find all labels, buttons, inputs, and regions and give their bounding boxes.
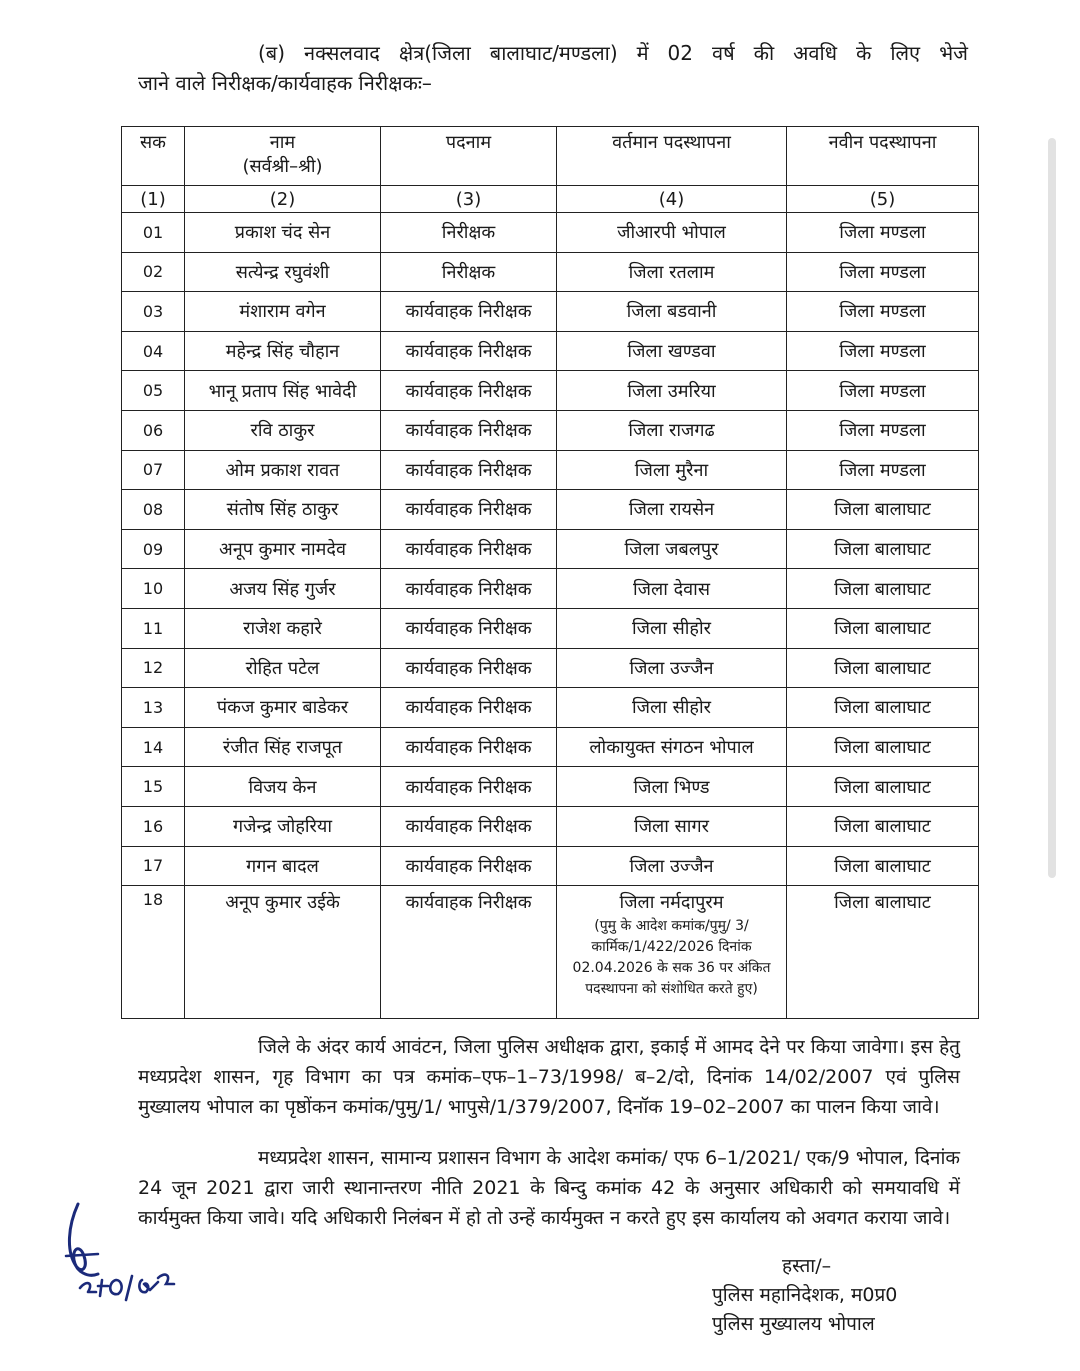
cell-name: भानू प्रताप सिंह भावेदी [185,371,381,411]
table-header-row [122,127,979,186]
header-designation: पदनाम [381,127,557,186]
cell-current-posting: जिला राजगढ [557,410,787,450]
handwritten-signature [58,1196,208,1306]
transfer-table [121,126,979,1019]
cell-designation: कार्यवाहक निरीक्षक [381,886,557,1019]
cell-new-posting: जिला बालाघाट [787,608,979,648]
cell-designation: कार्यवाहक निरीक्षक [381,569,557,609]
cell-current-posting: जिला जबलपुर [557,529,787,569]
cell-name: अजय सिंह गुर्जर [185,569,381,609]
table-row [122,608,979,648]
cell-sr: 02 [122,252,185,292]
table-row [122,213,979,253]
cell-current-posting: जिला देवास [557,569,787,609]
cell-name: पंकज कुमार बाडेकर [185,688,381,728]
cell-designation: कार्यवाहक निरीक्षक [381,490,557,530]
cell-new-posting: जिला मण्डला [787,292,979,332]
cell-new-posting: जिला मण्डला [787,252,979,292]
cell-designation: कार्यवाहक निरीक्षक [381,292,557,332]
table-row [122,410,979,450]
cell-new-posting: जिला बालाघाट [787,806,979,846]
cell-new-posting: जिला मण्डला [787,371,979,411]
cell-new-posting: जिला बालाघाट [787,767,979,807]
cell-designation: कार्यवाहक निरीक्षक [381,846,557,886]
cell-current-posting: जिला भिण्ड [557,767,787,807]
cell-new-posting: जिला बालाघाट [787,886,979,1019]
cell-current-posting: जिला उमरिया [557,371,787,411]
cell-current-posting [557,886,787,1019]
cell-sr: 15 [122,767,185,807]
cell-sr: 05 [122,371,185,411]
cell-designation: कार्यवाहक निरीक्षक [381,608,557,648]
cell-sr: 17 [122,846,185,886]
cell-designation: कार्यवाहक निरीक्षक [381,450,557,490]
paragraph-relieving-text: मध्यप्रदेश शासन, सामान्य प्रशासन विभाग के आदेश कमांक/ एफ 6–1/2021/ एक/9 भोपाल, दिनांक 24 जून 2021 द्वारा जारी स्थानान्तरण नीति 2021 के बिन्दु कमांक 42 के अनुसार अधिकारी को समयावधि में कार्यमुक्त किया जावे। यदि अधिकारी निलंबन में हो तो उन्हें कार्यमुक्त न करते हुए इस कार्यालय को अवगत कराया जावे। [138,1147,960,1229]
cell-name: अनूप कुमार नामदेव [185,529,381,569]
table-row [122,371,979,411]
cell-name: मंशाराम वगेन [185,292,381,332]
cell-designation: कार्यवाहक निरीक्षक [381,371,557,411]
cell-new-posting: जिला बालाघाट [787,490,979,530]
scrollbar-thumb[interactable] [1048,138,1056,878]
table-row [122,529,979,569]
current-posting-value: जिला नर्मदापुरम [619,892,724,914]
cell-designation: कार्यवाहक निरीक्षक [381,410,557,450]
cell-name: रंजीत सिंह राजपूत [185,727,381,767]
col-number: (3) [381,186,557,213]
cell-new-posting: जिला बालाघाट [787,688,979,728]
cell-name: प्रकाश चंद सेन [185,213,381,253]
cell-new-posting: जिला मण्डला [787,450,979,490]
cell-name: गगन बादल [185,846,381,886]
cell-new-posting: जिला बालाघाट [787,727,979,767]
cell-new-posting: जिला मण्डला [787,410,979,450]
cell-sr: 01 [122,213,185,253]
cell-designation: कार्यवाहक निरीक्षक [381,529,557,569]
cell-designation: निरीक्षक [381,252,557,292]
heading-line-1: (ब) नक्सलवाद क्षेत्र(जिला बालाघाट/मण्डला) में 02 वर्ष की अवधि के लिए भेजे [258,41,968,65]
table-row [122,688,979,728]
cell-name: रोहित पटेल [185,648,381,688]
cell-sr: 16 [122,806,185,846]
cell-name: गजेन्द्र जोहरिया [185,806,381,846]
cell-current-posting: जिला मुरैना [557,450,787,490]
cell-new-posting: जिला बालाघाट [787,648,979,688]
cell-current-posting: जिला रतलाम [557,252,787,292]
cell-name: रवि ठाकुर [185,410,381,450]
cell-designation: कार्यवाहक निरीक्षक [381,648,557,688]
cell-designation: कार्यवाहक निरीक्षक [381,727,557,767]
table-row [122,886,979,1019]
paragraph-allotment [138,1032,960,1122]
cell-current-posting: जीआरपी भोपाल [557,213,787,253]
table-row [122,252,979,292]
cell-sr: 06 [122,410,185,450]
cell-current-posting: जिला उज्जैन [557,846,787,886]
paragraph-relieving [138,1143,960,1233]
paragraph-allotment-text: जिले के अंदर कार्य आवंटन, जिला पुलिस अधीक्षक द्वारा, इकाई में आमद देने पर किया जावेगा। इस हेतु मध्यप्रदेश शासन, गृह विभाग का पत्र कमांक–एफ–1–73/1998/ ब–2/दो, दिनांक 14/02/2007 एवं पुलिस मुख्यालय भोपाल का पृष्ठोंकन कमांक/पुमु/1/ भापुसे/1/379/2007, दिनॉक 19–02–2007 का पालन किया जावे। [138,1036,960,1118]
cell-sr: 09 [122,529,185,569]
col-number: (2) [185,186,381,213]
cell-name: विजय केन [185,767,381,807]
cell-current-posting: जिला उज्जैन [557,648,787,688]
cell-designation: कार्यवाहक निरीक्षक [381,767,557,807]
cell-sr: 11 [122,608,185,648]
cell-current-posting: जिला बडवानी [557,292,787,332]
cell-name: अनूप कुमार उईके [185,886,381,1019]
header-name [185,127,381,186]
cell-sr: 18 [122,886,185,1019]
cell-current-posting: जिला खण्डवा [557,331,787,371]
cell-sr: 08 [122,490,185,530]
cell-name: राजेश कहारे [185,608,381,648]
column-number-row [122,186,979,213]
cell-sr: 10 [122,569,185,609]
table-row [122,490,979,530]
header-name-sub: (सर्वश्री–श्री) [242,156,323,177]
cell-sr: 12 [122,648,185,688]
cell-current-posting: जिला सागर [557,806,787,846]
cell-new-posting: जिला बालाघाट [787,529,979,569]
table-row [122,846,979,886]
cell-current-posting: जिला सीहोर [557,608,787,648]
order-heading [138,38,968,98]
heading-line-2: जाने वाले निरीक्षक/कार्यवाहक निरीक्षकः– [138,71,432,95]
table-row [122,648,979,688]
cell-designation: निरीक्षक [381,213,557,253]
signature-hasta: हस्ता/– [782,1255,832,1277]
table-row [122,767,979,807]
header-name-label: नाम [269,132,296,153]
cell-name: महेन्द्र सिंह चौहान [185,331,381,371]
cell-new-posting: जिला मण्डला [787,213,979,253]
cell-name: ओम प्रकाश रावत [185,450,381,490]
cell-designation: कार्यवाहक निरीक्षक [381,806,557,846]
table-row [122,331,979,371]
table-row [122,569,979,609]
cell-name: संतोष सिंह ठाकुर [185,490,381,530]
cell-sr: 07 [122,450,185,490]
signature-office: पुलिस मुख्यालय भोपाल [712,1313,875,1335]
signature-designation: पुलिस महानिदेशक, म0प्र0 [712,1284,898,1306]
cell-current-posting: जिला रायसेन [557,490,787,530]
cell-new-posting: जिला बालाघाट [787,846,979,886]
cell-new-posting: जिला मण्डला [787,331,979,371]
col-number: (4) [557,186,787,213]
cell-current-posting: जिला सीहोर [557,688,787,728]
cell-sr: 03 [122,292,185,332]
col-number: (1) [122,186,185,213]
col-number: (5) [787,186,979,213]
header-sr: सक [122,127,185,186]
table-row [122,450,979,490]
header-current-posting: वर्तमान पदस्थापना [557,127,787,186]
cell-sr: 04 [122,331,185,371]
cell-designation: कार्यवाहक निरीक्षक [381,688,557,728]
table-row [122,727,979,767]
signature-block [712,1252,897,1339]
cell-name: सत्येन्द्र रघुवंशी [185,252,381,292]
cell-sr: 14 [122,727,185,767]
cell-designation: कार्यवाहक निरीक्षक [381,331,557,371]
table-row [122,292,979,332]
header-new-posting: नवीन पदस्थापना [787,127,979,186]
current-posting-note: (पुमु के आदेश कमांक/पुमु/ 3/कार्मिक/1/422/2026 दिनांक 02.04.2026 के सक 36 पर अंकित पदस्थापना को संशोधित करते हुए) [572,918,771,998]
cell-new-posting: जिला बालाघाट [787,569,979,609]
cell-sr: 13 [122,688,185,728]
table-row [122,806,979,846]
cell-current-posting: लोकायुक्त संगठन भोपाल [557,727,787,767]
